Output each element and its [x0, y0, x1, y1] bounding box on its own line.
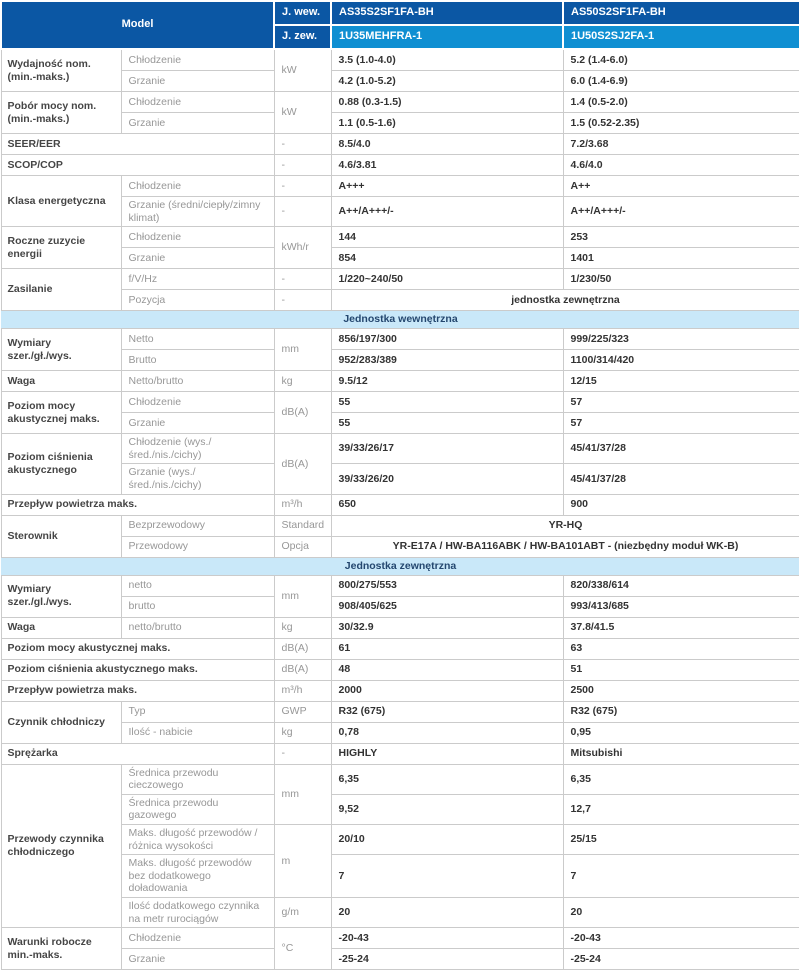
spec-value: 6,35: [563, 764, 799, 794]
spec-value: 253: [563, 227, 799, 248]
spec-value: A++: [563, 176, 799, 197]
spec-unit: m³/h: [274, 494, 331, 515]
table-row: [1, 536, 799, 557]
spec-sublabel: Grzanie: [121, 71, 274, 92]
spec-unit: dB(A): [274, 434, 331, 494]
spec-sublabel: f/V/Hz: [121, 269, 274, 290]
spec-unit: mm: [274, 329, 331, 371]
spec-label: Przepływ powietrza maks.: [1, 494, 274, 515]
table-row: [1, 743, 799, 764]
spec-label: Roczne zuzycie energii: [1, 227, 121, 269]
table-row: [1, 1, 799, 25]
header-outdoor-unit-label: J. zew.: [274, 25, 331, 49]
spec-unit: Opcja: [274, 536, 331, 557]
spec-value: 20: [331, 897, 563, 927]
spec-value: 1100/314/420: [563, 350, 799, 371]
spec-sublabel: Brutto: [121, 350, 274, 371]
spec-value: A++/A+++/-: [331, 197, 563, 227]
spec-label: Sterownik: [1, 515, 121, 557]
spec-unit: m³/h: [274, 680, 331, 701]
spec-sublabel: Chłodzenie: [121, 928, 274, 949]
spec-unit: kg: [274, 722, 331, 743]
spec-value: 2500: [563, 680, 799, 701]
spec-value: 12/15: [563, 371, 799, 392]
spec-value: 61: [331, 638, 563, 659]
table-row: [1, 764, 799, 794]
spec-sublabel: brutto: [121, 596, 274, 617]
spec-label: Poziom ciśnienia akustycznego maks.: [1, 659, 274, 680]
table-row: [1, 897, 799, 927]
spec-label: Waga: [1, 371, 121, 392]
spec-sublabel: Grzanie (wys./śred./nis./cichy): [121, 464, 274, 494]
spec-label: Poziom mocy akustycznej maks.: [1, 392, 121, 434]
spec-value: Mitsubishi: [563, 743, 799, 764]
table-row: [1, 701, 799, 722]
spec-unit: Standard: [274, 515, 331, 536]
spec-sublabel: Ilość dodatkowego czynnika na metr rurociągów: [121, 897, 274, 927]
table-row: [1, 722, 799, 743]
spec-sublabel: Przewodowy: [121, 536, 274, 557]
table-row: [1, 515, 799, 536]
model2-indoor-name: AS50S2SF1FA-BH: [563, 1, 799, 25]
spec-unit: mm: [274, 575, 331, 617]
table-row: [1, 329, 799, 350]
spec-value: R32 (675): [563, 701, 799, 722]
spec-value: 820/338/614: [563, 575, 799, 596]
spec-sublabel: Chłodzenie: [121, 392, 274, 413]
spec-sublabel: Chłodzenie: [121, 92, 274, 113]
spec-label: Czynnik chłodniczy: [1, 701, 121, 743]
spec-unit: -: [274, 176, 331, 197]
table-row: [1, 494, 799, 515]
spec-sublabel: Typ: [121, 701, 274, 722]
spec-sublabel: Grzanie: [121, 113, 274, 134]
spec-value-merged: YR-E17A / HW-BA116ABK / HW-BA101ABT - (niezbędny moduł WK-B): [331, 536, 799, 557]
table-row: [1, 248, 799, 269]
spec-value: 8.5/4.0: [331, 134, 563, 155]
table-row: [1, 413, 799, 434]
spec-value: 4.6/4.0: [563, 155, 799, 176]
spec-value: 1.1 (0.5-1.6): [331, 113, 563, 134]
spec-unit: -: [274, 197, 331, 227]
spec-sublabel: Grzanie: [121, 949, 274, 970]
spec-value: 1/220~240/50: [331, 269, 563, 290]
spec-value: A++/A+++/-: [563, 197, 799, 227]
spec-sublabel: Ilość - nabicie: [121, 722, 274, 743]
spec-sublabel: Średnica przewodu cieczowego: [121, 764, 274, 794]
table-row: [1, 269, 799, 290]
spec-value: 30/32.9: [331, 617, 563, 638]
spec-value: 0,78: [331, 722, 563, 743]
spec-label: Wymiary szer./gł./wys.: [1, 329, 121, 371]
spec-value: 57: [563, 392, 799, 413]
spec-value: 25/15: [563, 824, 799, 854]
spec-unit: kW: [274, 92, 331, 134]
section-title-indoor-unit: Jednostka wewnętrzna: [1, 311, 799, 329]
spec-value: -25-24: [331, 949, 563, 970]
spec-unit: GWP: [274, 701, 331, 722]
spec-value: 48: [331, 659, 563, 680]
spec-value: 37.8/41.5: [563, 617, 799, 638]
spec-value: 45/41/37/28: [563, 464, 799, 494]
spec-sublabel: Chłodzenie (wys./śred./nis./cichy): [121, 434, 274, 464]
table-row: [1, 617, 799, 638]
table-row: [1, 155, 799, 176]
spec-value: -20-43: [563, 928, 799, 949]
spec-value: 9.5/12: [331, 371, 563, 392]
spec-unit: kg: [274, 617, 331, 638]
spec-value: 63: [563, 638, 799, 659]
spec-label: Warunki robocze min.-maks.: [1, 928, 121, 970]
spec-value: 51: [563, 659, 799, 680]
table-row: [1, 197, 799, 227]
table-row: [1, 680, 799, 701]
spec-value: 55: [331, 392, 563, 413]
spec-unit: mm: [274, 764, 331, 824]
spec-unit: kWh/r: [274, 227, 331, 269]
table-row: [1, 575, 799, 596]
spec-value: 5.2 (1.4-6.0): [563, 49, 799, 71]
spec-value: 39/33/26/17: [331, 434, 563, 464]
table-row: [1, 392, 799, 413]
spec-value: R32 (675): [331, 701, 563, 722]
spec-label: SCOP/COP: [1, 155, 274, 176]
spec-sublabel: netto: [121, 575, 274, 596]
spec-label: Przepływ powietrza maks.: [1, 680, 274, 701]
spec-label: Wydajność nom. (min.-maks.): [1, 49, 121, 92]
spec-value: 57: [563, 413, 799, 434]
header-model-label: Model: [1, 1, 274, 49]
spec-value: 4.6/3.81: [331, 155, 563, 176]
spec-value: 45/41/37/28: [563, 434, 799, 464]
spec-value: -25-24: [563, 949, 799, 970]
spec-value-merged: YR-HQ: [331, 515, 799, 536]
spec-value: 999/225/323: [563, 329, 799, 350]
spec-sublabel: Pozycja: [121, 290, 274, 311]
spec-sublabel: Grzanie: [121, 413, 274, 434]
spec-unit: dB(A): [274, 392, 331, 434]
table-row: [1, 113, 799, 134]
spec-value: 993/413/685: [563, 596, 799, 617]
spec-unit: -: [274, 155, 331, 176]
table-row: [1, 227, 799, 248]
spec-value-merged: jednostka zewnętrzna: [331, 290, 799, 311]
spec-label: Pobór mocy nom. (min.-maks.): [1, 92, 121, 134]
spec-label: Przewody czynnika chłodniczego: [1, 764, 121, 928]
spec-value: 1.5 (0.52-2.35): [563, 113, 799, 134]
spec-value: 55: [331, 413, 563, 434]
spec-value: 1.4 (0.5-2.0): [563, 92, 799, 113]
spec-value: 908/405/625: [331, 596, 563, 617]
spec-value: 854: [331, 248, 563, 269]
spec-sublabel: Bezprzewodowy: [121, 515, 274, 536]
spec-label: SEER/EER: [1, 134, 274, 155]
model1-indoor-name: AS35S2SF1FA-BH: [331, 1, 563, 25]
table-row: [1, 434, 799, 464]
model2-outdoor-name: 1U50S2SJ2FA-1: [563, 25, 799, 49]
spec-value: 0,95: [563, 722, 799, 743]
table-row: [1, 49, 799, 71]
table-row: [1, 638, 799, 659]
spec-value: 2000: [331, 680, 563, 701]
spec-unit: g/m: [274, 897, 331, 927]
spec-sublabel: Chłodzenie: [121, 227, 274, 248]
spec-unit: -: [274, 134, 331, 155]
table-row: [1, 134, 799, 155]
spec-label: Waga: [1, 617, 121, 638]
model1-outdoor-name: 1U35MEHFRA-1: [331, 25, 563, 49]
spec-label: Poziom mocy akustycznej maks.: [1, 638, 274, 659]
spec-unit: kW: [274, 49, 331, 92]
spec-value: 4.2 (1.0-5.2): [331, 71, 563, 92]
spec-value: -20-43: [331, 928, 563, 949]
spec-sublabel: Średnica przewodu gazowego: [121, 794, 274, 824]
header-indoor-unit-label: J. wew.: [274, 1, 331, 25]
spec-value: 7: [563, 855, 799, 898]
spec-sublabel: Grzanie (średni/ciepły/zimny klimat): [121, 197, 274, 227]
spec-unit: -: [274, 290, 331, 311]
table-row: [1, 290, 799, 311]
spec-value: 144: [331, 227, 563, 248]
spec-value: HIGHLY: [331, 743, 563, 764]
spec-label: Klasa energetyczna: [1, 176, 121, 227]
spec-label: Zasilanie: [1, 269, 121, 311]
spec-value: 6,35: [331, 764, 563, 794]
spec-value: 6.0 (1.4-6.9): [563, 71, 799, 92]
table-row: [1, 557, 799, 575]
table-row: [1, 596, 799, 617]
spec-value: 856/197/300: [331, 329, 563, 350]
spec-unit: dB(A): [274, 659, 331, 680]
spec-sublabel: Chłodzenie: [121, 49, 274, 71]
section-title-outdoor-unit: Jednostka zewnętrzna: [1, 557, 799, 575]
spec-sublabel: Maks. długość przewodów / różnica wysokości: [121, 824, 274, 854]
spec-sublabel: Netto/brutto: [121, 371, 274, 392]
spec-value: 1/230/50: [563, 269, 799, 290]
table-row: [1, 350, 799, 371]
spec-value: 650: [331, 494, 563, 515]
spec-value: A+++: [331, 176, 563, 197]
spec-value: 39/33/26/20: [331, 464, 563, 494]
spec-label: Poziom ciśnienia akustycznego: [1, 434, 121, 494]
spec-value: 9,52: [331, 794, 563, 824]
table-row: [1, 794, 799, 824]
table-row: [1, 71, 799, 92]
spec-value: 0.88 (0.3-1.5): [331, 92, 563, 113]
spec-unit: °C: [274, 928, 331, 970]
spec-label: Sprężarka: [1, 743, 274, 764]
spec-value: 900: [563, 494, 799, 515]
spec-sublabel: Chłodzenie: [121, 176, 274, 197]
spec-value: 3.5 (1.0-4.0): [331, 49, 563, 71]
table-row: [1, 659, 799, 680]
spec-unit: m: [274, 824, 331, 897]
table-row: [1, 176, 799, 197]
spec-value: 952/283/389: [331, 350, 563, 371]
spec-sublabel: Maks. długość przewodów bez dodatkowego doładowania: [121, 855, 274, 898]
spec-value: 12,7: [563, 794, 799, 824]
spec-unit: -: [274, 269, 331, 290]
spec-value: 20: [563, 897, 799, 927]
spec-unit: dB(A): [274, 638, 331, 659]
table-row: [1, 949, 799, 970]
spec-value: 800/275/553: [331, 575, 563, 596]
table-row: [1, 824, 799, 854]
spec-value: 7.2/3.68: [563, 134, 799, 155]
spec-unit: kg: [274, 371, 331, 392]
spec-sublabel: netto/brutto: [121, 617, 274, 638]
table-row: [1, 464, 799, 494]
spec-sublabel: Grzanie: [121, 248, 274, 269]
spec-unit: -: [274, 743, 331, 764]
spec-value: 1401: [563, 248, 799, 269]
spec-label: Wymiary szer./gl./wys.: [1, 575, 121, 617]
spec-value: 7: [331, 855, 563, 898]
table-row: [1, 311, 799, 329]
table-row: [1, 928, 799, 949]
table-row: [1, 371, 799, 392]
table-row: [1, 92, 799, 113]
table-row: [1, 855, 799, 898]
spec-sublabel: Netto: [121, 329, 274, 350]
spec-value: 20/10: [331, 824, 563, 854]
